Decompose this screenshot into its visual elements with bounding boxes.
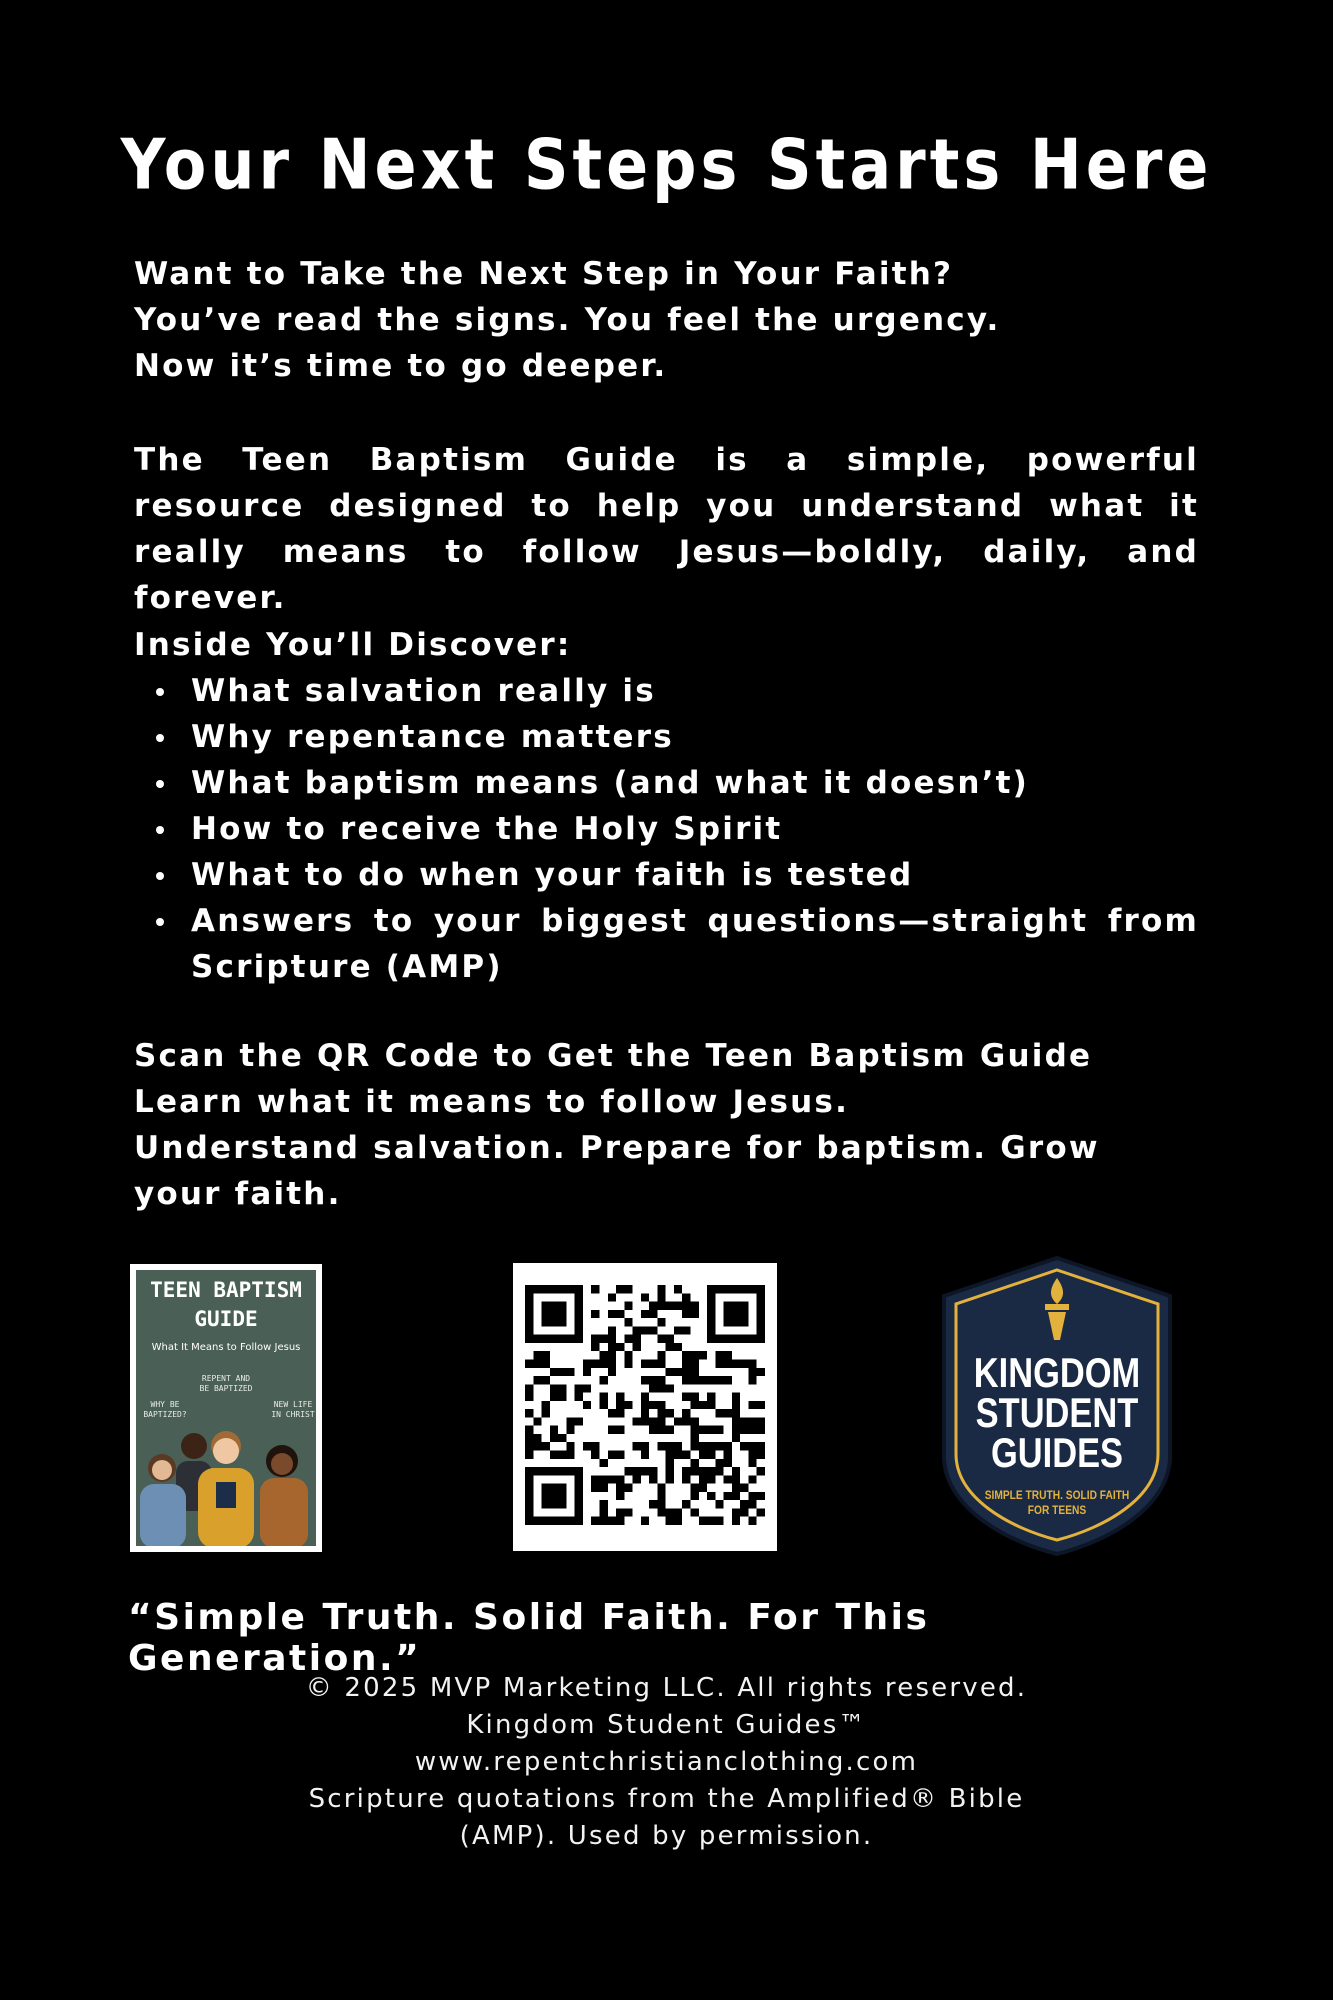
badge-line: GUIDES bbox=[990, 1429, 1124, 1476]
intro-block bbox=[134, 251, 1199, 389]
discover-item: Answers to your biggest questions—straight from Scripture (AMP) bbox=[134, 898, 1199, 990]
cover-note-right: NEW LIFE IN CHRIST bbox=[271, 1400, 315, 1419]
discover-item: Why repentance matters bbox=[134, 714, 1199, 760]
badge-line: KINGDOM bbox=[973, 1349, 1141, 1396]
description-paragraph: The Teen Baptism Guide is a simple, powerful resource designed to help you understand what it really means to follow Jesus—boldly, daily, and forever. bbox=[134, 442, 1199, 616]
cover-note-left: WHY BE BAPTIZED? bbox=[143, 1400, 187, 1419]
footer-scripture-note: Scripture quotations from the Amplified® Bible bbox=[308, 1784, 1025, 1814]
discover-item: What to do when your faith is tested bbox=[134, 852, 1199, 898]
footer-scripture-note: (AMP). Used by permission. bbox=[459, 1821, 874, 1851]
qr-code[interactable] bbox=[513, 1263, 777, 1551]
discover-item: What baptism means (and what it doesn’t) bbox=[134, 760, 1199, 806]
cover-title-line: TEEN BAPTISM bbox=[150, 1278, 302, 1302]
cover-subtitle: What It Means to Follow Jesus bbox=[151, 1342, 301, 1353]
page-title: Your Next Steps Starts Here bbox=[120, 123, 1213, 206]
footer-brand: Kingdom Student Guides™ bbox=[466, 1710, 867, 1740]
book-cover-art bbox=[136, 1270, 316, 1546]
scan-line: Learn what it means to follow Jesus. bbox=[134, 1084, 850, 1120]
discover-heading: Inside You’ll Discover: bbox=[134, 627, 572, 663]
badge-line: STUDENT bbox=[975, 1389, 1139, 1436]
badge-tagline: SIMPLE TRUTH. SOLID FAITH bbox=[984, 1488, 1130, 1502]
intro-line: You’ve read the signs. You feel the urgency. bbox=[134, 302, 1001, 338]
footer-copyright: © 2025 MVP Marketing LLC. All rights reserved. bbox=[305, 1673, 1028, 1703]
scan-line: Understand salvation. Prepare for baptism. Grow your faith. bbox=[134, 1130, 1100, 1212]
discover-item: What salvation really is bbox=[134, 668, 1199, 714]
intro-line: Now it’s time to go deeper. bbox=[134, 348, 668, 384]
slogan-quote: “Simple Truth. Solid Faith. For This Generation.” bbox=[128, 1597, 930, 1679]
qr-code-pattern bbox=[525, 1285, 765, 1525]
book-cover-image[interactable] bbox=[130, 1264, 322, 1552]
discover-item: How to receive the Holy Spirit bbox=[134, 806, 1199, 852]
kingdom-student-guides-logo bbox=[940, 1256, 1174, 1556]
cover-title-line: GUIDE bbox=[194, 1307, 258, 1331]
teens-illustration bbox=[136, 1416, 316, 1546]
badge-tagline: FOR TEENS bbox=[1027, 1503, 1087, 1517]
footer-website-link[interactable]: www.repentchristianclothing.com bbox=[414, 1747, 919, 1777]
cover-title bbox=[136, 1276, 316, 1334]
scan-line: Scan the QR Code to Get the Teen Baptism Guide bbox=[134, 1038, 1093, 1074]
cover-note-center: REPENT AND BE BAPTIZED bbox=[199, 1374, 253, 1393]
discover-section bbox=[134, 622, 1199, 990]
discover-list bbox=[134, 668, 1199, 990]
intro-line: Want to Take the Next Step in Your Faith? bbox=[134, 256, 954, 292]
scan-block bbox=[134, 1033, 1199, 1217]
footer bbox=[0, 1670, 1333, 1855]
